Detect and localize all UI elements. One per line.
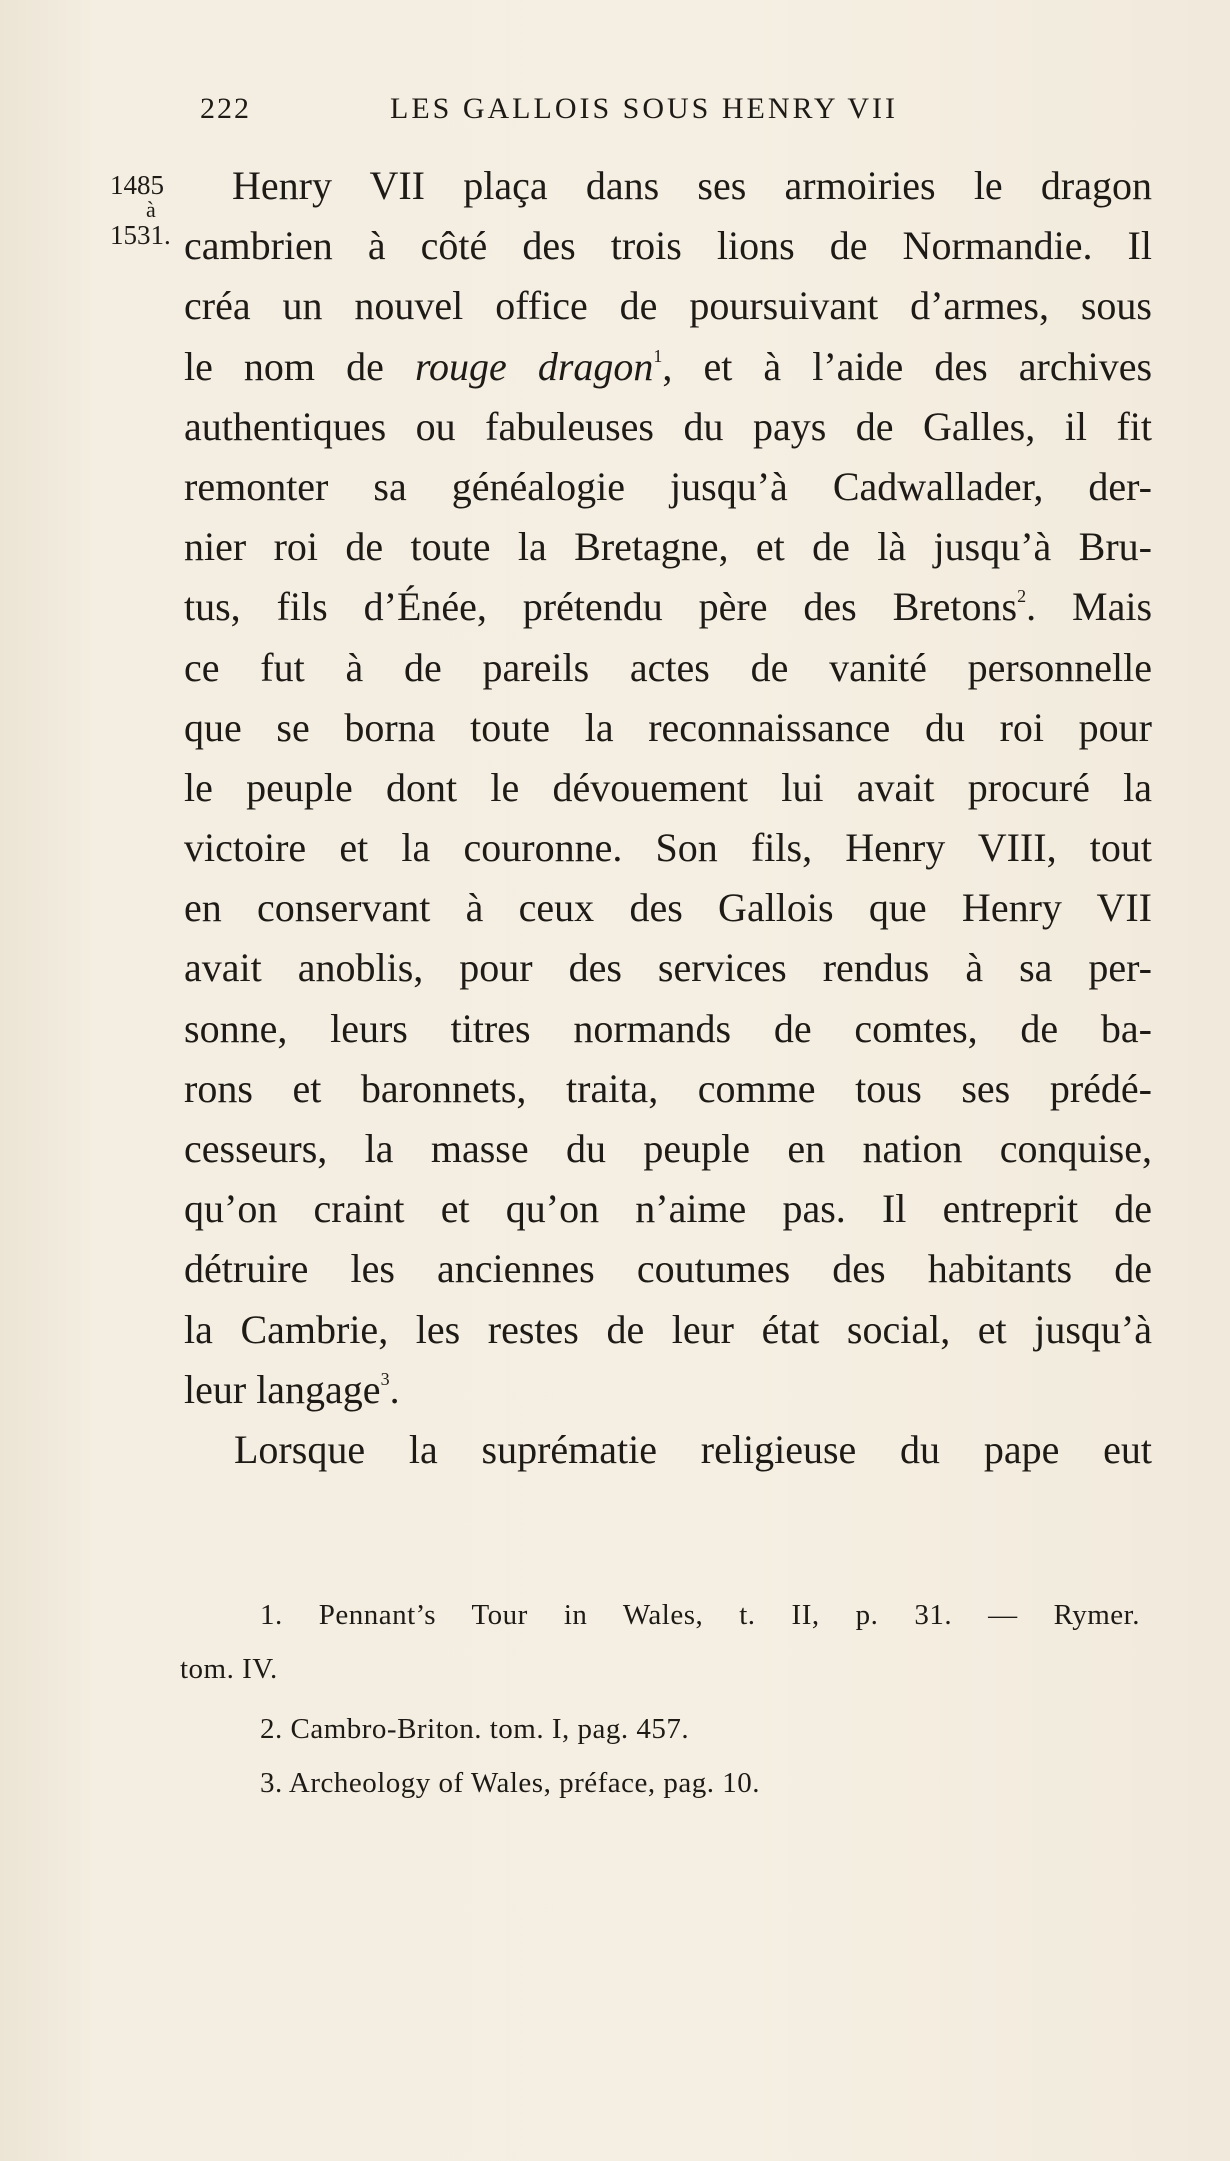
footnote-1-line-1: 1. Pennant’s Tour in Wales, t. II, p. 31. — Rymer. xyxy=(260,1599,1140,1631)
text-line: que se borna toute la reconnaissance du roi pour xyxy=(184,704,1152,750)
text-line: rons et baronnets, traita, comme tous ses prédé- xyxy=(184,1065,1152,1111)
running-head xyxy=(200,92,980,142)
page-number: 222 xyxy=(200,92,251,125)
text-line xyxy=(184,1360,1152,1420)
footnote-3: 3. Archeology of Wales, préface, pag. 10. xyxy=(260,1767,760,1799)
margin-year-start: 1485 xyxy=(110,170,164,200)
margin-date-note xyxy=(110,170,190,250)
text-fragment: . Mais xyxy=(1026,584,1153,630)
running-title: LES GALLOIS SOUS HENRY VII xyxy=(390,92,899,125)
text-line: remonter sa généalogie jusqu’à Cadwallader, der- xyxy=(184,463,1152,509)
text-line: cesseurs, la masse du peuple en nation conquise, xyxy=(184,1126,1152,1171)
text-fragment: leur langage xyxy=(184,1366,381,1412)
text-line xyxy=(184,577,1152,637)
margin-year-end: 1531. xyxy=(110,220,171,250)
footnote-ref-1: 1 xyxy=(653,345,663,366)
text-line: Henry VII plaça dans ses armoiries le dragon xyxy=(232,163,1152,208)
text-line: créa un nouvel office de poursuivant d’armes, sous xyxy=(184,283,1152,329)
text-line: sonne, leurs titres normands de comtes, de ba- xyxy=(184,1005,1152,1051)
text-fragment: tus, fils d’Énée, prétendu père des Bretons xyxy=(184,584,1018,630)
footnote-ref-3: 3 xyxy=(380,1368,390,1389)
footnotes xyxy=(180,1588,1140,1810)
text-line: ce fut à de pareils actes de vanité personnelle xyxy=(184,644,1152,690)
text-line: la Cambrie, les restes de leur état social, et jusqu’à xyxy=(184,1306,1152,1352)
margin-connector: à xyxy=(146,197,156,222)
text-line: authentiques ou fabuleuses du pays de Galles, il fit xyxy=(184,403,1152,449)
footnote-1-line-2: tom. IV. xyxy=(180,1653,278,1685)
text-line: qu’on craint et qu’on n’aime pas. Il entreprit de xyxy=(184,1186,1152,1232)
footnote-2: 2. Cambro-Briton. tom. I, pag. 457. xyxy=(260,1713,690,1745)
text-line: nier roi de toute la Bretagne, et de là jusqu’à Bru- xyxy=(184,524,1152,570)
footnote-ref-2: 2 xyxy=(1017,586,1027,607)
text-fragment: le nom de xyxy=(184,343,384,389)
text-line xyxy=(184,337,1152,397)
text-line: Lorsque la suprématie religieuse du pape eut xyxy=(234,1426,1152,1472)
text-line: en conservant à ceux des Gallois que Henry VII xyxy=(184,885,1152,931)
text-line: avait anoblis, pour des services rendus à sa per- xyxy=(184,945,1152,991)
text-line: cambrien à côté des trois lions de Normandie. Il xyxy=(184,223,1152,269)
text-line: détruire les anciennes coutumes des habitants de xyxy=(184,1246,1152,1292)
text-fragment: , et à l’aide des archives xyxy=(662,343,1153,389)
body-text xyxy=(184,156,1152,1480)
text-fragment: . xyxy=(389,1366,400,1412)
italic-term: rouge dragon xyxy=(414,343,654,389)
text-line: le peuple dont le dévouement lui avait procuré la xyxy=(184,764,1152,810)
text-line: victoire et la couronne. Son fils, Henry VIII, tout xyxy=(184,825,1152,871)
